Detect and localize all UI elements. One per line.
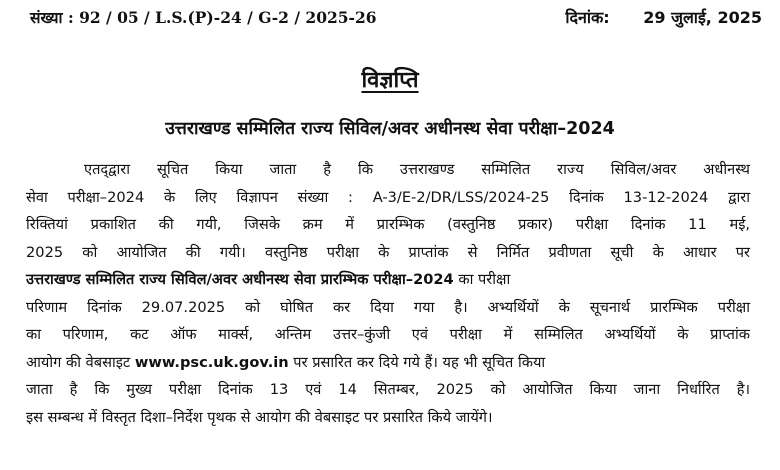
date-block bbox=[565, 6, 762, 28]
body-line-7: का परिणाम, कट ऑफ मार्क्स, अन्तिम उत्तर–कुंजी एवं परीक्षा में सम्मिलित अभ्यर्थियों के प्राप्तांक bbox=[26, 326, 750, 343]
date-label: दिनांक: bbox=[565, 8, 610, 27]
notice-subject: उत्तराखण्ड सम्मिलित राज्य सिविल/अवर अधीनस्थ सेवा परीक्षा–2024 bbox=[165, 119, 615, 139]
reference-number: संख्या : 92 / 05 / L.S.(P)-24 / G-2 / 2025-26 bbox=[30, 8, 377, 27]
body-line-8-post: पर प्रसारित कर दिये गये हैं। यह भी सूचित किया bbox=[288, 353, 546, 371]
body-line-2: सेवा परीक्षा–2024 के लिए विज्ञापन संख्या : A-3/E-2/DR/LSS/2024-25 दिनांक 13-12-2024 द्वारा bbox=[26, 188, 750, 206]
date-value: 29 जुलाई, 2025 bbox=[643, 8, 762, 27]
body-line-10: इस सम्बन्ध में विस्तृत दिशा–निर्देश पृथक से आयोग की वेबसाइट पर प्रसारित किये जायेंगे। bbox=[26, 408, 493, 426]
body-line-8-pre: आयोग की वेबसाइट bbox=[26, 353, 135, 371]
notice-body bbox=[26, 156, 750, 431]
notice-title-text: विज्ञप्ति bbox=[361, 68, 419, 93]
body-line-6: परिणाम दिनांक 29.07.2025 को घोषित कर दिया गया है। अभ्यर्थियों के सूचनार्थ प्रारम्भिक परीक्षा bbox=[26, 298, 750, 316]
body-line-5 bbox=[26, 266, 750, 294]
notice-title bbox=[0, 64, 780, 94]
body-line-4: 2025 को आयोजित की गयी। वस्तुनिष्ठ परीक्षा के प्राप्तांक से निर्मित प्रवीणता सूची के आधार पर bbox=[26, 243, 750, 261]
header-row bbox=[20, 6, 762, 30]
website-link[interactable]: www.psc.uk.gov.in bbox=[134, 353, 289, 371]
body-line-3: रिक्तियां प्रकाशित की गयी, जिसके क्रम में प्रारम्भिक (वस्तुनिष्ठ प्रकार) परीक्षा दिनांक 11 मई, bbox=[26, 216, 750, 233]
body-line-1: एतद्‌द्वारा सूचित किया जाता है कि उत्तराखण्ड सम्मिलित राज्य सिविल/अवर अधीनस्थ bbox=[84, 161, 750, 178]
body-line-5-rest: का परीक्षा bbox=[453, 271, 511, 288]
body-line-8 bbox=[26, 349, 750, 377]
body-line-9: जाता है कि मुख्य परीक्षा दिनांक 13 एवं 14 सितम्बर, 2025 को आयोजित किया जाना निर्धारित है। bbox=[26, 381, 750, 398]
exam-name-bold: उत्तराखण्ड सम्मिलित राज्य सिविल/अवर अधीनस्थ सेवा प्रारम्भिक परीक्षा–2024 bbox=[26, 271, 454, 288]
